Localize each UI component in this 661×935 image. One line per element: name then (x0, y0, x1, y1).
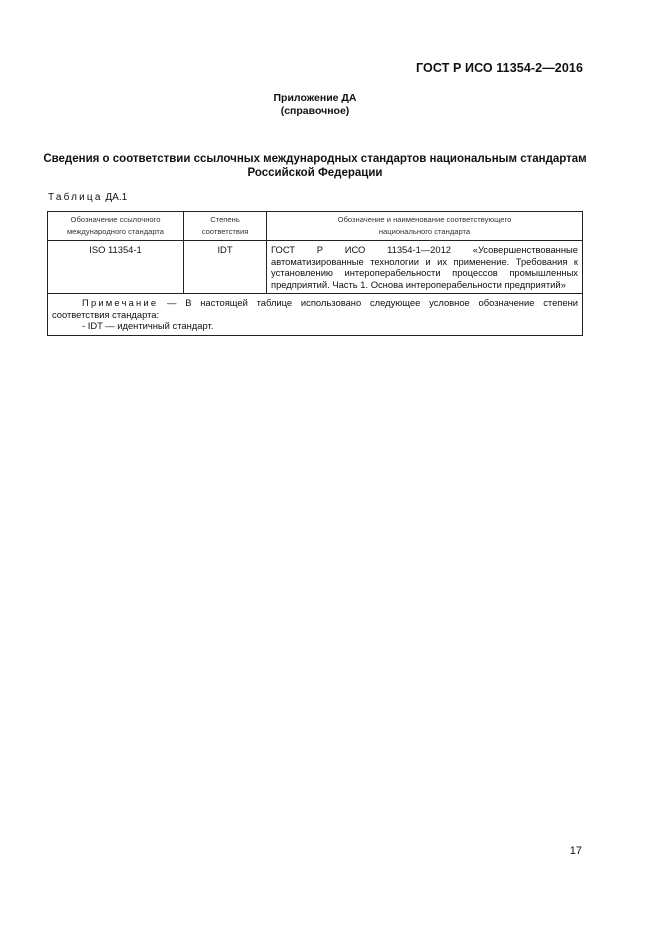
cell-international: ISO 11354-1 (48, 241, 184, 294)
section-title-line1: Сведения о соответствии ссылочных международных стандартов национальным стандартам (43, 153, 587, 165)
annex-subtitle: (справочное) (280, 105, 350, 117)
header-col1-line1: Обозначение ссылочного (70, 215, 161, 224)
table-caption (48, 192, 127, 203)
correspondence-table (47, 211, 583, 336)
header-col2-line2: соответствия (201, 226, 249, 236)
table-note-row (48, 294, 583, 336)
header-national-standard (267, 212, 583, 241)
note-text: — В настоящей таблице использовано следующее условное обозначение степени соответствия стандарта: (52, 297, 578, 320)
table-header-row (48, 212, 583, 241)
header-degree (184, 212, 267, 241)
section-title-line2: Российской Федерации (247, 167, 383, 179)
section-title (40, 152, 590, 180)
annex-title: Приложение ДА (273, 92, 357, 104)
cell-national: ГОСТ Р ИСО 11354-1—2012 «Усовершенствованные автоматизированные технологии и их применение. Требования к установлению интероперабельности процессов промышленных предприятий. Часть 1. Основа интероперабельности предприятий» (267, 241, 583, 294)
header-international-standard (48, 212, 184, 241)
cell-degree: IDT (184, 241, 267, 294)
table-note (48, 294, 583, 336)
table-caption-word: Таблица (48, 192, 103, 203)
note-item: - IDT — идентичный стандарт. (82, 320, 214, 331)
document-code-header: ГОСТ Р ИСО 11354-2—2016 (416, 61, 583, 75)
header-col1-line2: международного стандарта (66, 226, 165, 236)
annex-heading (0, 92, 630, 118)
header-col3-line1: Обозначение и наименование соответствующего (337, 215, 512, 224)
table-row (48, 241, 583, 294)
page-number: 17 (569, 845, 582, 857)
note-label: Примечание (82, 297, 159, 308)
note-paragraph (52, 297, 578, 320)
header-col2-line1: Степень (210, 215, 240, 224)
header-col3-line2: национального стандарта (378, 226, 471, 236)
table-caption-number: ДА.1 (105, 192, 128, 203)
